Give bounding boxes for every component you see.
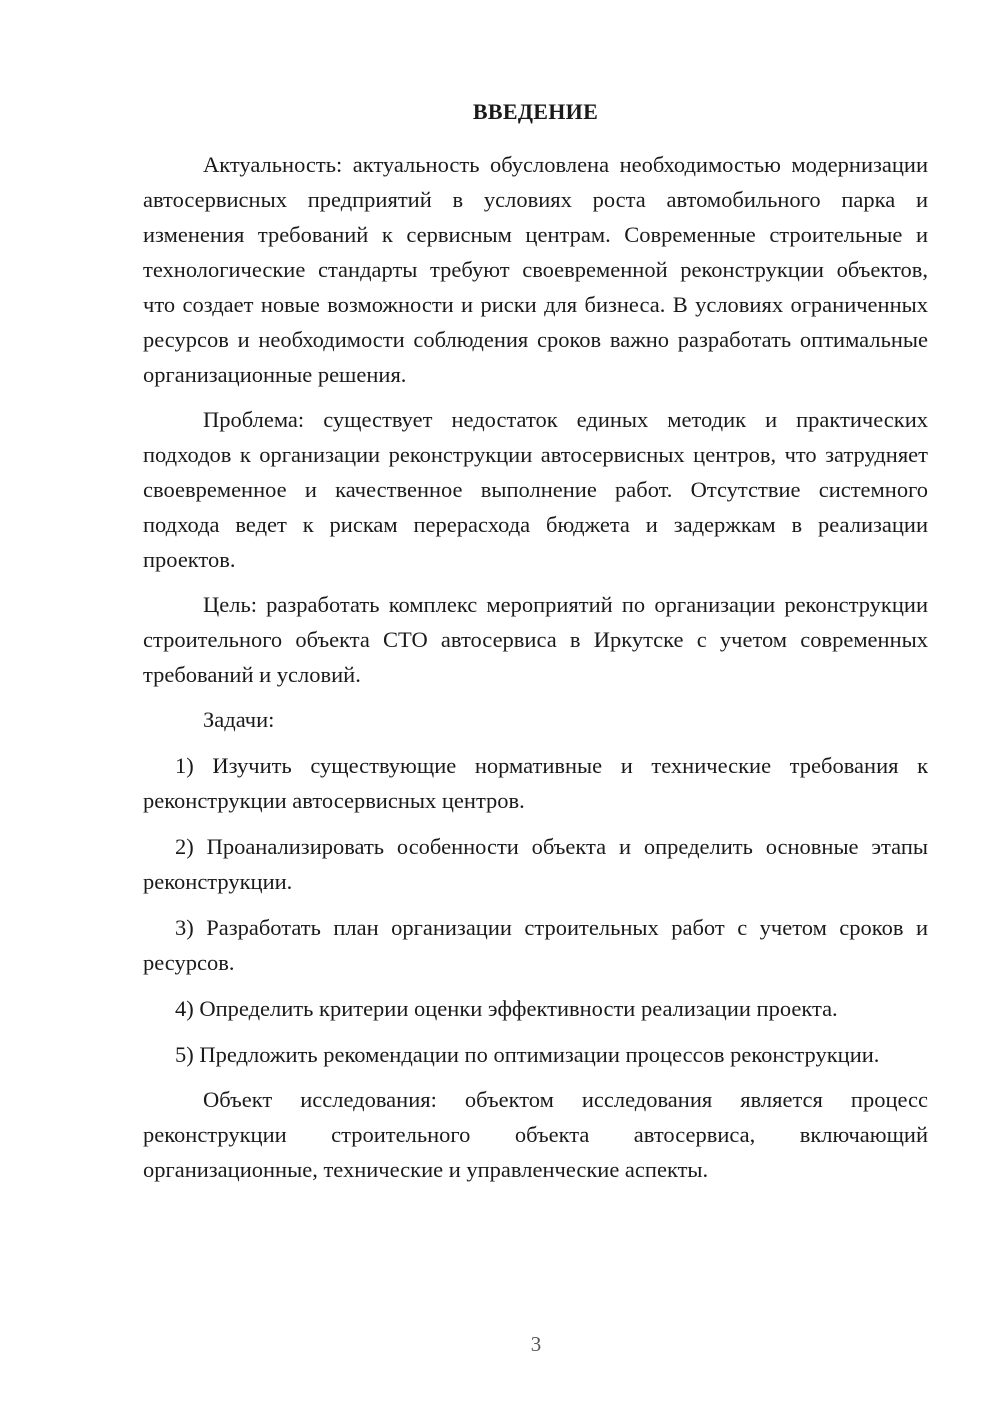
problem-paragraph: Проблема: существует недостаток единых методик и практических подходов к организации реконструкции автосервисных центров, что затрудняет своевременное и качественное выполнение работ. Отсутствие системного подхода ведет к рискам перерасхода бюджета и задержкам в реализации проектов.	[143, 407, 928, 572]
task-item-2: 2) Проанализировать особенности объекта и определить основные этапы реконструкции.	[143, 834, 928, 894]
tasks-heading: Задачи:	[203, 707, 275, 732]
tasks-list	[143, 748, 928, 1072]
goal-paragraph: Цель: разработать комплекс мероприятий по организации реконструкции строительного объекта СТО автосервиса в Иркутске с учетом современных требований и условий.	[143, 592, 928, 687]
page-number: 3	[530, 1332, 542, 1356]
task-item-3: 3) Разработать план организации строительных работ с учетом сроков и ресурсов.	[143, 915, 928, 975]
document-page	[143, 94, 928, 1197]
task-item-1: 1) Изучить существующие нормативные и технические требования к реконструкции автосервисных центров.	[143, 753, 928, 813]
task-item-4: 4) Определить критерии оценки эффективности реализации проекта.	[175, 996, 838, 1021]
section-title: ВВЕДЕНИЕ	[472, 99, 599, 124]
relevance-paragraph: Актуальность: актуальность обусловлена необходимостью модернизации автосервисных предприятий в условиях роста автомобильного парка и изменения требований к сервисным центрам. Современные строительные и технологические стандарты требуют своевременной реконструкции объектов, что создает новые возможности и риски для бизнеса. В условиях ограниченных ресурсов и необходимости соблюдения сроков важно разработать оптимальные организационные решения.	[143, 152, 928, 387]
research-object-paragraph: Объект исследования: объектом исследования является процесс реконструкции строительного объекта автосервиса, включающий организационные, технические и управленческие аспекты.	[143, 1087, 928, 1182]
task-item-5: 5) Предложить рекомендации по оптимизации процессов реконструкции.	[175, 1042, 880, 1067]
